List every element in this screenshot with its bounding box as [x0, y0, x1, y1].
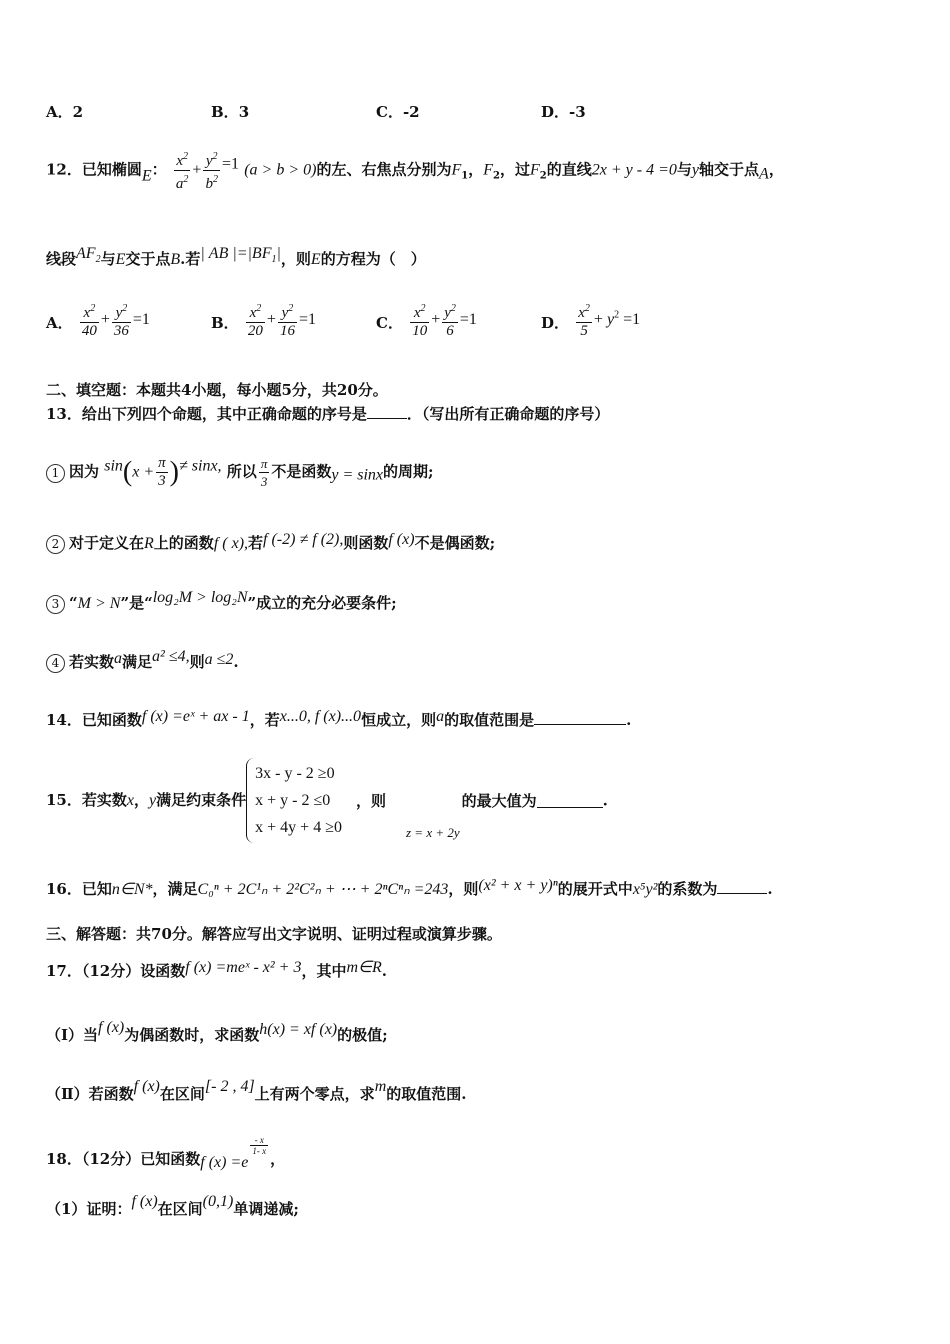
q12-option-a: A． $\frac{x^2}{40}$ + $\frac{y^2}{36}$ =1: [46, 300, 211, 340]
q13-stem: 13．给出下列四个命题，其中正确命题的序号是 ．（写出所有正确命题的序号）: [46, 405, 610, 423]
circled-number-4: 4: [46, 654, 65, 673]
q13-prop-1: 1 因为 sin(x + $\frac{\pi}{3}$ )≠ sinx, 所以 $\frac{\pi}{3}$ 不是函数y = sinx的周期;: [46, 455, 434, 490]
q11-option-b: B．3: [211, 103, 250, 121]
q16-answer-blank: [717, 879, 767, 894]
q12-option-c: C． $\frac{x^2}{10}$ + $\frac{y^2}{6}$ =1: [376, 300, 541, 340]
section-fill-in-title: 二、填空题：本题共4小题，每小题5分，共20分。: [46, 381, 388, 399]
circled-number-1: 1: [46, 464, 65, 483]
ellipse-y-term: $\frac{y^2}{b^2}$: [203, 148, 220, 193]
section-solution-title: 三、解答题：共70分。解答应写出文字说明、证明过程或演算步骤。: [46, 925, 502, 943]
q12-option-b: B． $\frac{x^2}{20}$ + $\frac{y^2}{16}$ =1: [211, 300, 376, 340]
q18-part-1: （1）证明：f (x)在区间(0,1)单调递减;: [46, 1193, 299, 1218]
q18-stem: 18．（12分）已知函数f (x) =e $\frac{- x}{1- x}$ ，: [46, 1135, 286, 1171]
q17-part-1: （Ⅰ）当f (x)为偶函数时，求函数h(x) = xf (x)的极值;: [46, 1019, 388, 1044]
q17-part-2: （Ⅱ）若函数f (x)在区间[- 2 , 4]上有两个零点，求m的取值范围.: [46, 1078, 467, 1103]
circled-number-2: 2: [46, 535, 65, 554]
q12-options: [46, 300, 640, 340]
q13-answer-blank: [367, 404, 407, 419]
constraint-system: 3x - y - 2 ≥0 x + y - 2 ≤0 x + 4y + 4 ≥0: [246, 758, 342, 843]
q11-option-a: A．2: [46, 103, 84, 121]
circled-number-3: 3: [46, 595, 65, 614]
q17-stem: 17．（12分）设函数f (x) =meˣ - x² + 3，其中m∈R.: [46, 959, 387, 980]
q13-prop-4: 4 若实数a满足a² ≤4,则a ≤2.: [46, 647, 239, 673]
q12-option-d: D． $\frac{x^2}{5}$ + $y^2 =1$: [541, 300, 640, 340]
q12-stem-line2: 线段$AF_2$与E交于点B.若| AB $|=|BF_1|$，则E的方程为（ ）: [46, 245, 426, 268]
q15-answer-blank: [537, 793, 603, 808]
q15-stem: 15．若实数x，y满足约束条件 3x - y - 2 ≥0 x + y - 2 ≤0 x + 4y + 4 ≥0 ，则z = x + 2y的最大值为 .: [46, 758, 608, 843]
ellipse-x-term: $\frac{x^2}{a^2}$: [174, 148, 191, 193]
q13-prop-3: 3 “M > N”是“log₂M > log₂N”成立的充分必要条件;: [46, 588, 397, 614]
q18-exponent: $\frac{- x}{1- x}$: [252, 1135, 267, 1156]
q11-option-c: C．-2: [376, 103, 420, 121]
q11-options: [46, 102, 586, 122]
q13-prop-2: 2 对于定义在R上的函数f ( x),若f (-2) ≠ f (2),则函数f (x)不是偶函数;: [46, 530, 495, 554]
q11-option-d: D．-3: [541, 103, 586, 121]
q12-stem-line1: 12．已知椭圆E： $\frac{x^2}{a^2}$ + $\frac{y^2}{b^2}$ =1 (a > b > 0)的左、右焦点分别为$F_1$，$F_2$，过$F_2$的直线2x + y - 4 =0与y轴交于点A，: [46, 148, 784, 193]
q16-stem: 16．已知n∈N*，满足C₀ⁿ + 2C¹ₙ + 2²C²ₙ + ⋯ + 2ⁿCⁿₙ =243，则(x² + x + y)ⁿ的展开式中x⁵y²的系数为 .: [46, 877, 773, 898]
q14-answer-blank: [534, 710, 626, 725]
q14-stem: 14．已知函数f (x) =eˣ + ax - 1，若x...0, f (x)...0恒成立，则a的取值范围是 .: [46, 708, 632, 729]
